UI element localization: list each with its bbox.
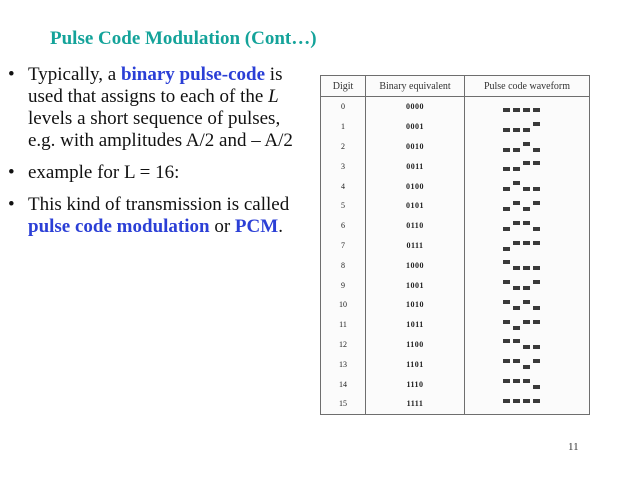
binary-cell: 1111 — [366, 394, 465, 414]
pulse-mark — [533, 241, 540, 245]
bullet-list — [6, 64, 306, 248]
digit-cell: 11 — [321, 315, 366, 335]
digit-cell: 12 — [321, 335, 366, 355]
table-row — [321, 137, 589, 157]
waveform-cell — [465, 137, 590, 157]
digit-cell: 3 — [321, 156, 366, 176]
table-row — [321, 216, 589, 236]
digit-cell: 5 — [321, 196, 366, 216]
table-row — [321, 117, 589, 137]
pulse-mark — [513, 306, 520, 310]
pulse-mark — [503, 227, 510, 231]
pulse-waveform — [503, 160, 547, 172]
pulse-mark — [513, 241, 520, 245]
binary-cell: 0010 — [366, 137, 465, 157]
bullet-text: This kind of transmission is called — [28, 194, 290, 215]
pulse-mark — [513, 399, 520, 403]
pulse-mark — [533, 108, 540, 112]
pulse-waveform — [503, 220, 547, 232]
waveform-cell — [465, 394, 590, 414]
digit-cell: 10 — [321, 295, 366, 315]
waveform-cell — [465, 374, 590, 394]
bullet-dot: • — [8, 162, 15, 183]
binary-cell: 1011 — [366, 315, 465, 335]
bullet-item — [6, 64, 306, 152]
waveform-cell — [465, 354, 590, 374]
pulse-mark — [533, 122, 540, 126]
bullet-item — [6, 194, 306, 238]
pulse-mark — [503, 260, 510, 264]
table-row — [321, 295, 589, 315]
pulse-waveform — [503, 141, 547, 153]
pulse-mark — [533, 201, 540, 205]
bullet-item — [6, 162, 306, 184]
bullet-text: . — [278, 216, 283, 237]
table-row — [321, 156, 589, 176]
pulse-waveform — [503, 319, 547, 331]
digit-cell: 4 — [321, 176, 366, 196]
pulse-mark — [503, 108, 510, 112]
pulse-mark — [523, 320, 530, 324]
waveform-cell — [465, 255, 590, 275]
bullet-dot: • — [8, 64, 15, 85]
pulse-waveform — [503, 338, 547, 350]
table-row — [321, 176, 589, 196]
pulse-mark — [523, 379, 530, 383]
binary-cell: 1000 — [366, 255, 465, 275]
pulse-mark — [523, 241, 530, 245]
pulse-mark — [523, 365, 530, 369]
pcm-table — [320, 75, 590, 415]
pulse-mark — [503, 399, 510, 403]
pulse-mark — [503, 128, 510, 132]
pulse-mark — [523, 187, 530, 191]
pulse-mark — [523, 128, 530, 132]
waveform-cell — [465, 196, 590, 216]
waveform-cell — [465, 275, 590, 295]
binary-cell: 0111 — [366, 236, 465, 256]
pulse-mark — [533, 280, 540, 284]
pulse-waveform — [503, 180, 547, 192]
waveform-cell — [465, 236, 590, 256]
pulse-mark — [523, 286, 530, 290]
pulse-waveform — [503, 279, 547, 291]
pulse-mark — [503, 247, 510, 251]
digit-cell: 9 — [321, 275, 366, 295]
bullet-text: Typically, a — [28, 64, 121, 85]
bullet-dot: • — [8, 194, 15, 215]
bullet-text: is used that assigns to each of the — [28, 64, 283, 107]
pulse-waveform — [503, 378, 547, 390]
table-row — [321, 354, 589, 374]
binary-cell: 1010 — [366, 295, 465, 315]
pulse-mark — [523, 300, 530, 304]
pulse-mark — [503, 300, 510, 304]
column-header: Pulse code waveform — [465, 76, 590, 97]
pulse-mark — [513, 148, 520, 152]
pulse-mark — [523, 399, 530, 403]
table-body — [321, 97, 589, 415]
binary-cell: 0011 — [366, 156, 465, 176]
pulse-mark — [533, 227, 540, 231]
variable-text: L — [268, 86, 279, 107]
pulse-mark — [503, 379, 510, 383]
binary-cell: 0110 — [366, 216, 465, 236]
bullet-text: or — [209, 216, 235, 237]
page-number: 11 — [568, 441, 579, 453]
binary-cell: 0000 — [366, 97, 465, 117]
digit-cell: 0 — [321, 97, 366, 117]
bullet-text: example for L = 16: — [28, 162, 180, 183]
highlight-text: PCM — [234, 216, 279, 237]
highlight-text: pulse code modulation — [28, 216, 210, 237]
digit-cell: 8 — [321, 255, 366, 275]
digit-cell: 6 — [321, 216, 366, 236]
pulse-mark — [513, 167, 520, 171]
pulse-waveform — [503, 299, 547, 311]
pulse-mark — [523, 345, 530, 349]
pulse-mark — [503, 167, 510, 171]
waveform-cell — [465, 97, 590, 117]
pulse-mark — [503, 148, 510, 152]
pulse-mark — [533, 266, 540, 270]
waveform-cell — [465, 315, 590, 335]
pulse-mark — [513, 128, 520, 132]
pulse-mark — [503, 280, 510, 284]
pulse-mark — [523, 161, 530, 165]
pulse-mark — [523, 142, 530, 146]
pulse-mark — [533, 148, 540, 152]
binary-cell: 0001 — [366, 117, 465, 137]
table-header-row — [321, 76, 589, 97]
binary-cell: 0100 — [366, 176, 465, 196]
binary-cell: 1100 — [366, 335, 465, 355]
waveform-cell — [465, 117, 590, 137]
waveform-cell — [465, 335, 590, 355]
pulse-waveform — [503, 200, 547, 212]
pulse-mark — [533, 385, 540, 389]
pulse-mark — [513, 221, 520, 225]
pulse-mark — [513, 339, 520, 343]
pulse-mark — [533, 345, 540, 349]
digit-cell: 7 — [321, 236, 366, 256]
column-header: Digit — [321, 76, 366, 97]
binary-cell: 1110 — [366, 374, 465, 394]
table-row — [321, 255, 589, 275]
highlight-text: binary pulse-code — [120, 64, 266, 85]
waveform-cell — [465, 295, 590, 315]
table-row — [321, 394, 589, 414]
pulse-mark — [533, 306, 540, 310]
pulse-mark — [533, 161, 540, 165]
waveform-cell — [465, 176, 590, 196]
pulse-mark — [513, 181, 520, 185]
pulse-mark — [533, 359, 540, 363]
table-row — [321, 236, 589, 256]
digit-cell: 14 — [321, 374, 366, 394]
pulse-mark — [513, 266, 520, 270]
binary-cell: 0101 — [366, 196, 465, 216]
pulse-waveform — [503, 101, 547, 113]
digit-cell: 13 — [321, 354, 366, 374]
pulse-mark — [523, 221, 530, 225]
pulse-waveform — [503, 398, 547, 410]
waveform-cell — [465, 216, 590, 236]
pulse-mark — [513, 201, 520, 205]
waveform-cell — [465, 156, 590, 176]
pulse-mark — [533, 320, 540, 324]
pulse-mark — [523, 108, 530, 112]
pulse-waveform — [503, 358, 547, 370]
pulse-mark — [513, 359, 520, 363]
pulse-mark — [513, 286, 520, 290]
pulse-waveform — [503, 259, 547, 271]
pulse-mark — [523, 207, 530, 211]
digit-cell: 2 — [321, 137, 366, 157]
pulse-waveform — [503, 240, 547, 252]
pulse-mark — [503, 320, 510, 324]
pulse-waveform — [503, 121, 547, 133]
pulse-mark — [503, 339, 510, 343]
pulse-mark — [533, 399, 540, 403]
table-row — [321, 315, 589, 335]
pulse-mark — [533, 187, 540, 191]
digit-cell: 1 — [321, 117, 366, 137]
table-row — [321, 97, 589, 117]
binary-cell: 1101 — [366, 354, 465, 374]
table-row — [321, 374, 589, 394]
pulse-mark — [503, 359, 510, 363]
pulse-mark — [513, 326, 520, 330]
column-header: Binary equivalent — [366, 76, 465, 97]
pulse-mark — [513, 379, 520, 383]
table-row — [321, 275, 589, 295]
table-row — [321, 196, 589, 216]
pulse-mark — [523, 266, 530, 270]
pulse-mark — [503, 207, 510, 211]
slide-title: Pulse Code Modulation (Cont…) — [50, 28, 317, 49]
table-row — [321, 335, 589, 355]
pulse-mark — [513, 108, 520, 112]
pulse-mark — [503, 187, 510, 191]
digit-cell: 15 — [321, 394, 366, 414]
bullet-text: levels a short sequence of pulses, e.g. with amplitudes A/2 and – A/2 — [28, 108, 293, 151]
binary-cell: 1001 — [366, 275, 465, 295]
